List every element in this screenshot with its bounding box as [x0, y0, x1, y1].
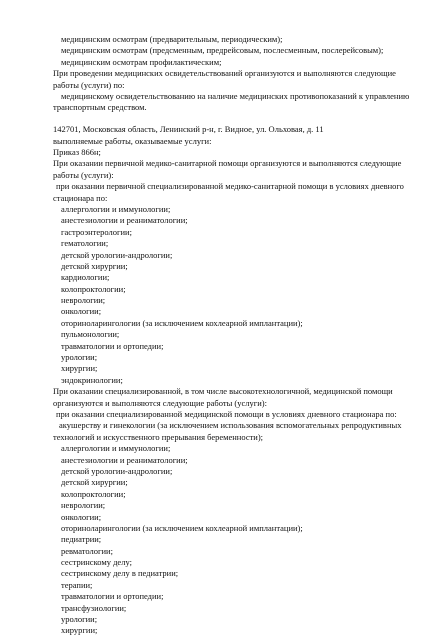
exam-types-block	[53, 34, 410, 114]
specialized-care-list	[53, 443, 410, 637]
list-item: колопроктологии;	[61, 283, 126, 294]
text-line: акушерству и гинекологии (за исключением использования вспомогательных репродуктивных	[59, 420, 402, 431]
list-item: онкологии;	[61, 306, 102, 317]
list-item: детской хирургии;	[61, 260, 128, 271]
list-item: ревматологии;	[61, 545, 113, 556]
text-line: при оказании специализированной медицинской помощи в условиях дневного стационара по:	[56, 409, 397, 419]
list-item: терапии;	[61, 579, 93, 590]
list-item: урологии;	[61, 614, 98, 625]
list-item: аллергологии и иммунологии;	[61, 443, 171, 454]
text-line: транспортным средством.	[53, 102, 147, 113]
list-item: хирургии;	[61, 363, 98, 374]
list-item: травматологии и ортопедии;	[61, 340, 164, 351]
list-item: педиатрии;	[61, 534, 102, 545]
list-item: анестезиологии и реаниматологии;	[61, 215, 188, 226]
list-item: оториноларингологии (за исключением кохлеарной имплантации);	[61, 522, 303, 533]
list-item: хирургии;	[61, 625, 98, 636]
address-line: 142701, Московская область, Ленинский р-н, г. Видное, ул. Ольховая, д. 11	[53, 124, 324, 135]
primary-care-list	[53, 204, 410, 386]
list-item: онкологии;	[61, 511, 102, 522]
list-item: гастроэнтерологии;	[61, 226, 132, 237]
text-line: работы (услуги):	[53, 169, 114, 180]
list-item: неврологии;	[61, 500, 106, 511]
address-block	[53, 124, 410, 637]
order-line: Приказ 866н;	[53, 147, 101, 158]
list-item: оториноларингологии (за исключением кохлеарной имплантации);	[61, 317, 303, 328]
text-line: технологий и искусственного прерывания беременности);	[53, 431, 264, 442]
text-line: При проведении медицинских освидетельствований организуются и выполняются следующие	[53, 68, 396, 79]
list-item: сестринскому делу в педиатрии;	[61, 568, 179, 579]
text-line: выполняемые работы, оказываемые услуги:	[53, 135, 212, 146]
list-item: урологии;	[61, 352, 98, 363]
list-item: детской урологии-андрологии;	[61, 465, 173, 476]
list-item: детской урологии-андрологии;	[61, 249, 173, 260]
text-line: При оказании специализированной, в том числе высокотехнологичной, медицинской помощи	[53, 386, 393, 397]
text-line: организуются и выполняются следующие работы (услуги):	[53, 397, 267, 408]
text-line: медицинским осмотрам (предсменным, предрейсовым, послесменным, послерейсовым);	[61, 45, 384, 56]
list-item: анестезиологии и реаниматологии;	[61, 454, 188, 465]
list-item: детской хирургии;	[61, 477, 128, 488]
text-line: При оказании первичной медико-санитарной помощи организуются и выполняются следующие	[53, 158, 402, 169]
list-item: неврологии;	[61, 295, 106, 306]
list-item: аллергологии и иммунологии;	[61, 203, 171, 214]
list-item: сестринскому делу;	[61, 557, 132, 568]
section-gap	[53, 114, 410, 125]
text-line: медицинскому освидетельствованию на наличие медицинских противопоказаний к управлению	[61, 90, 410, 101]
text-line: медицинским осмотрам профилактическим;	[61, 56, 222, 67]
list-item: пульмонологии;	[61, 329, 120, 340]
text-line: стационара по:	[53, 192, 108, 203]
text-line: работы (услуги) по:	[53, 79, 125, 90]
list-item: травматологии и ортопедии;	[61, 591, 164, 602]
text-line: при оказании первичной специализированной медико-санитарной помощи в условиях дневного	[56, 181, 404, 192]
text-line: медицинским осмотрам (предварительным, периодическим);	[61, 34, 283, 44]
list-item: трансфузиологии;	[61, 602, 127, 613]
list-item: колопроктологии;	[61, 488, 126, 499]
list-item: гематологии;	[61, 238, 109, 249]
list-item: эндокринологии;	[61, 374, 123, 385]
list-item: кардиологии;	[61, 272, 110, 283]
